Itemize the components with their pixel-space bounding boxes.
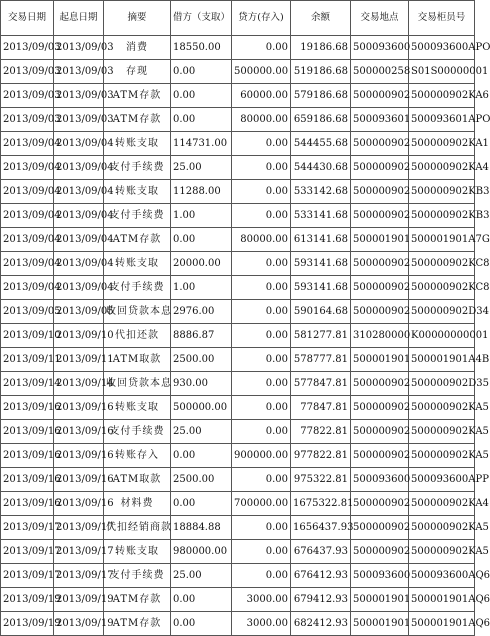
cell-summary: ATM存款	[104, 228, 171, 252]
cell-balance: 19186.68	[291, 36, 351, 60]
cell-debit: 18884.88	[171, 516, 232, 540]
cell-teller-id: 500001901A4B	[409, 348, 475, 372]
cell-value-date: 2013/09/16	[54, 492, 104, 516]
cell-credit: 0.00	[232, 132, 291, 156]
cell-summary: 转账支取	[104, 252, 171, 276]
cell-debit: 1.00	[171, 204, 232, 228]
cell-credit: 0.00	[232, 540, 291, 564]
cell-value-date: 2013/09/10	[54, 324, 104, 348]
cell-teller-id: 500000902KA5	[409, 420, 475, 444]
cell-transaction-date: 2013/09/04	[1, 132, 54, 156]
cell-debit: 20000.00	[171, 252, 232, 276]
table-row	[1, 516, 475, 540]
cell-value-date: 2013/09/16	[54, 444, 104, 468]
cell-teller-id: 500093600APO	[409, 36, 475, 60]
cell-debit: 11288.00	[171, 180, 232, 204]
cell-balance: 1675322.81	[291, 492, 351, 516]
cell-location: 500000902	[351, 252, 409, 276]
table-row	[1, 468, 475, 492]
table-row	[1, 276, 475, 300]
cell-summary: 支付手续费	[104, 564, 171, 588]
cell-teller-id: S01S00000001	[409, 60, 475, 84]
cell-balance: 679412.93	[291, 588, 351, 612]
cell-credit: 80000.00	[232, 108, 291, 132]
cell-summary: ATM存款	[104, 108, 171, 132]
cell-transaction-date: 2013/09/19	[1, 588, 54, 612]
cell-credit: 500000.00	[232, 60, 291, 84]
table-row	[1, 60, 475, 84]
table-row	[1, 132, 475, 156]
cell-summary: 材料费	[104, 492, 171, 516]
cell-debit: 0.00	[171, 444, 232, 468]
cell-credit: 0.00	[232, 276, 291, 300]
table-row	[1, 84, 475, 108]
cell-transaction-date: 2013/09/17	[1, 564, 54, 588]
cell-credit: 0.00	[232, 300, 291, 324]
cell-teller-id: K00000000001	[409, 324, 475, 348]
cell-transaction-date: 2013/09/11	[1, 348, 54, 372]
cell-teller-id: 500001901AQ6	[409, 612, 475, 636]
cell-debit: 0.00	[171, 612, 232, 636]
cell-value-date: 2013/09/04	[54, 204, 104, 228]
cell-balance: 77847.81	[291, 396, 351, 420]
cell-balance: 676437.93	[291, 540, 351, 564]
cell-value-date: 2013/09/11	[54, 348, 104, 372]
cell-teller-id: 500000902KA5	[409, 396, 475, 420]
cell-location: 500000902	[351, 420, 409, 444]
cell-location: 500000902	[351, 444, 409, 468]
cell-teller-id: 500000902D35	[409, 372, 475, 396]
cell-teller-id: 500000902KB3	[409, 180, 475, 204]
cell-summary: 代扣经销商款	[104, 516, 171, 540]
cell-value-date: 2013/09/03	[54, 108, 104, 132]
cell-summary: 支付手续费	[104, 204, 171, 228]
cell-debit: 2500.00	[171, 468, 232, 492]
table-row	[1, 420, 475, 444]
cell-location: 500093600	[351, 36, 409, 60]
cell-location: 500000902	[351, 516, 409, 540]
cell-transaction-date: 2013/09/04	[1, 252, 54, 276]
header-transaction-date: 交易日期	[1, 1, 54, 36]
cell-location: 500000902	[351, 300, 409, 324]
cell-value-date: 2013/09/16	[54, 420, 104, 444]
cell-balance: 578777.81	[291, 348, 351, 372]
cell-credit: 60000.00	[232, 84, 291, 108]
cell-debit: 2500.00	[171, 348, 232, 372]
cell-credit: 0.00	[232, 420, 291, 444]
cell-transaction-date: 2013/09/04	[1, 228, 54, 252]
cell-transaction-date: 2013/09/05	[1, 300, 54, 324]
cell-debit: 114731.00	[171, 132, 232, 156]
cell-transaction-date: 2013/09/16	[1, 396, 54, 420]
table-row	[1, 324, 475, 348]
header-credit: 贷方(存入)	[232, 1, 291, 36]
cell-transaction-date: 2013/09/17	[1, 540, 54, 564]
cell-balance: 659186.68	[291, 108, 351, 132]
cell-value-date: 2013/09/03	[54, 36, 104, 60]
cell-value-date: 2013/09/19	[54, 612, 104, 636]
cell-debit: 0.00	[171, 108, 232, 132]
table-row	[1, 564, 475, 588]
header-row	[1, 1, 475, 36]
cell-summary: 支付手续费	[104, 276, 171, 300]
cell-value-date: 2013/09/16	[54, 468, 104, 492]
cell-transaction-date: 2013/09/14	[1, 372, 54, 396]
cell-teller-id: 500000902KA4	[409, 156, 475, 180]
cell-credit: 3000.00	[232, 588, 291, 612]
cell-balance: 682412.93	[291, 612, 351, 636]
cell-summary: 支付手续费	[104, 156, 171, 180]
cell-credit: 0.00	[232, 156, 291, 180]
cell-summary: ATM取款	[104, 468, 171, 492]
cell-location: 500000902	[351, 540, 409, 564]
cell-credit: 0.00	[232, 372, 291, 396]
cell-balance: 593141.68	[291, 252, 351, 276]
table-row	[1, 612, 475, 636]
cell-transaction-date: 2013/09/03	[1, 84, 54, 108]
cell-location: 500001901	[351, 348, 409, 372]
cell-debit: 980000.00	[171, 540, 232, 564]
header-summary: 摘要	[104, 1, 171, 36]
cell-credit: 0.00	[232, 516, 291, 540]
cell-teller-id: 500000902KA5	[409, 540, 475, 564]
cell-teller-id: 500000902KA1	[409, 132, 475, 156]
table-row	[1, 36, 475, 60]
cell-value-date: 2013/09/17	[54, 540, 104, 564]
cell-balance: 579186.68	[291, 84, 351, 108]
cell-credit: 700000.00	[232, 492, 291, 516]
table-header	[1, 1, 475, 36]
table-row	[1, 348, 475, 372]
cell-credit: 80000.00	[232, 228, 291, 252]
cell-credit: 900000.00	[232, 444, 291, 468]
cell-debit: 25.00	[171, 420, 232, 444]
cell-balance: 593141.68	[291, 276, 351, 300]
cell-credit: 0.00	[232, 348, 291, 372]
table-row	[1, 372, 475, 396]
cell-credit: 0.00	[232, 564, 291, 588]
cell-debit: 2976.00	[171, 300, 232, 324]
header-teller-id: 交易柜员号	[409, 1, 475, 36]
cell-value-date: 2013/09/17	[54, 564, 104, 588]
cell-debit: 930.00	[171, 372, 232, 396]
cell-debit: 25.00	[171, 156, 232, 180]
cell-value-date: 2013/09/04	[54, 156, 104, 180]
cell-teller-id: 500001901A7G	[409, 228, 475, 252]
cell-location: 500000902	[351, 276, 409, 300]
cell-balance: 544430.68	[291, 156, 351, 180]
cell-summary: ATM存款	[104, 588, 171, 612]
cell-summary: 支付手续费	[104, 420, 171, 444]
table-row	[1, 588, 475, 612]
cell-value-date: 2013/09/19	[54, 588, 104, 612]
cell-teller-id: 500093600AQ6	[409, 564, 475, 588]
cell-transaction-date: 2013/09/16	[1, 468, 54, 492]
cell-transaction-date: 2013/09/04	[1, 276, 54, 300]
cell-balance: 590164.68	[291, 300, 351, 324]
cell-location: 500000902	[351, 180, 409, 204]
cell-credit: 0.00	[232, 252, 291, 276]
cell-location: 310280000	[351, 324, 409, 348]
cell-debit: 0.00	[171, 588, 232, 612]
cell-transaction-date: 2013/09/04	[1, 204, 54, 228]
cell-credit: 0.00	[232, 204, 291, 228]
cell-location: 500001901	[351, 612, 409, 636]
header-debit: 借方（支取）	[171, 1, 232, 36]
cell-credit: 0.00	[232, 396, 291, 420]
cell-debit: 0.00	[171, 84, 232, 108]
cell-credit: 0.00	[232, 324, 291, 348]
cell-teller-id: 500000902KA5	[409, 516, 475, 540]
cell-credit: 0.00	[232, 468, 291, 492]
cell-value-date: 2013/09/04	[54, 252, 104, 276]
table-row	[1, 300, 475, 324]
cell-debit: 0.00	[171, 492, 232, 516]
cell-balance: 519186.68	[291, 60, 351, 84]
cell-summary: 收回贷款本息	[104, 372, 171, 396]
cell-balance: 1656437.93	[291, 516, 351, 540]
cell-debit: 0.00	[171, 228, 232, 252]
header-balance: 余额	[291, 1, 351, 36]
table-body	[1, 36, 490, 636]
cell-balance: 544455.68	[291, 132, 351, 156]
cell-value-date: 2013/09/03	[54, 60, 104, 84]
cell-location: 500000902	[351, 492, 409, 516]
cell-value-date: 2013/09/16	[54, 396, 104, 420]
cell-teller-id: 500000902KB3	[409, 204, 475, 228]
cell-balance: 581277.81	[291, 324, 351, 348]
header-location: 交易地点	[351, 1, 409, 36]
cell-credit: 0.00	[232, 36, 291, 60]
cell-transaction-date: 2013/09/19	[1, 612, 54, 636]
cell-credit: 0.00	[232, 180, 291, 204]
cell-transaction-date: 2013/09/10	[1, 324, 54, 348]
cell-transaction-date: 2013/09/16	[1, 420, 54, 444]
cell-location: 500000902	[351, 84, 409, 108]
cell-location: 500093600	[351, 564, 409, 588]
cell-transaction-date: 2013/09/16	[1, 492, 54, 516]
table-row	[1, 180, 475, 204]
cell-summary: ATM存款	[104, 84, 171, 108]
cell-location: 500001901	[351, 588, 409, 612]
cell-balance: 577847.81	[291, 372, 351, 396]
cell-transaction-date: 2013/09/03	[1, 108, 54, 132]
cell-value-date: 2013/09/04	[54, 228, 104, 252]
cell-teller-id: 500093601APO	[409, 108, 475, 132]
cell-value-date: 2013/09/04	[54, 132, 104, 156]
cell-location: 500001901	[351, 228, 409, 252]
cell-value-date: 2013/09/03	[54, 84, 104, 108]
cell-location: 500000258	[351, 60, 409, 84]
cell-summary: ATM取款	[104, 348, 171, 372]
cell-location: 500000902	[351, 132, 409, 156]
cell-debit: 1.00	[171, 276, 232, 300]
cell-teller-id: 500000902KA5	[409, 444, 475, 468]
cell-summary: 代扣还款	[104, 324, 171, 348]
cell-balance: 533141.68	[291, 204, 351, 228]
cell-teller-id: 500000902KC8	[409, 252, 475, 276]
cell-teller-id: 500001901AQ6	[409, 588, 475, 612]
cell-balance: 77822.81	[291, 420, 351, 444]
cell-teller-id: 500000902KC8	[409, 276, 475, 300]
cell-debit: 0.00	[171, 60, 232, 84]
cell-balance: 977822.81	[291, 444, 351, 468]
table-row	[1, 108, 475, 132]
cell-teller-id: 500093600APP	[409, 468, 475, 492]
cell-summary: 收回贷款本息	[104, 300, 171, 324]
cell-transaction-date: 2013/09/04	[1, 180, 54, 204]
cell-summary: 转账支取	[104, 540, 171, 564]
cell-value-date: 2013/09/04	[54, 276, 104, 300]
cell-value-date: 2013/09/05	[54, 300, 104, 324]
cell-balance: 613141.68	[291, 228, 351, 252]
cell-value-date: 2013/09/17	[54, 516, 104, 540]
table-row	[1, 492, 475, 516]
cell-credit: 3000.00	[232, 612, 291, 636]
cell-location: 500000902	[351, 396, 409, 420]
cell-teller-id: 500000902KA4	[409, 492, 475, 516]
cell-value-date: 2013/09/14	[54, 372, 104, 396]
table-row	[1, 444, 475, 468]
cell-balance: 676412.93	[291, 564, 351, 588]
cell-balance: 975322.81	[291, 468, 351, 492]
table-row	[1, 540, 475, 564]
cell-location: 500000902	[351, 156, 409, 180]
cell-transaction-date: 2013/09/16	[1, 444, 54, 468]
cell-summary: 存现	[104, 60, 171, 84]
cell-summary: ATM存款	[104, 612, 171, 636]
cell-debit: 18550.00	[171, 36, 232, 60]
table-row	[1, 204, 475, 228]
table-row	[1, 396, 475, 420]
cell-summary: 转账支取	[104, 180, 171, 204]
table-row	[1, 228, 475, 252]
cell-transaction-date: 2013/09/17	[1, 516, 54, 540]
header-value-date: 起息日期	[54, 1, 104, 36]
cell-transaction-date: 2013/09/03	[1, 60, 54, 84]
cell-teller-id: 500000902KA6	[409, 84, 475, 108]
cell-debit: 8886.87	[171, 324, 232, 348]
cell-value-date: 2013/09/04	[54, 180, 104, 204]
cell-teller-id: 500000902D34	[409, 300, 475, 324]
table-row	[1, 252, 475, 276]
cell-transaction-date: 2013/09/03	[1, 36, 54, 60]
cell-location: 500000902	[351, 372, 409, 396]
cell-summary: 转账支取	[104, 396, 171, 420]
cell-summary: 转账支取	[104, 132, 171, 156]
cell-location: 500093601	[351, 108, 409, 132]
table-row	[1, 156, 475, 180]
cell-transaction-date: 2013/09/04	[1, 156, 54, 180]
cell-debit: 25.00	[171, 564, 232, 588]
cell-location: 500093600	[351, 468, 409, 492]
cell-summary: 转账存入	[104, 444, 171, 468]
cell-location: 500000902	[351, 204, 409, 228]
cell-balance: 533142.68	[291, 180, 351, 204]
cell-summary: 消费	[104, 36, 171, 60]
cell-debit: 500000.00	[171, 396, 232, 420]
